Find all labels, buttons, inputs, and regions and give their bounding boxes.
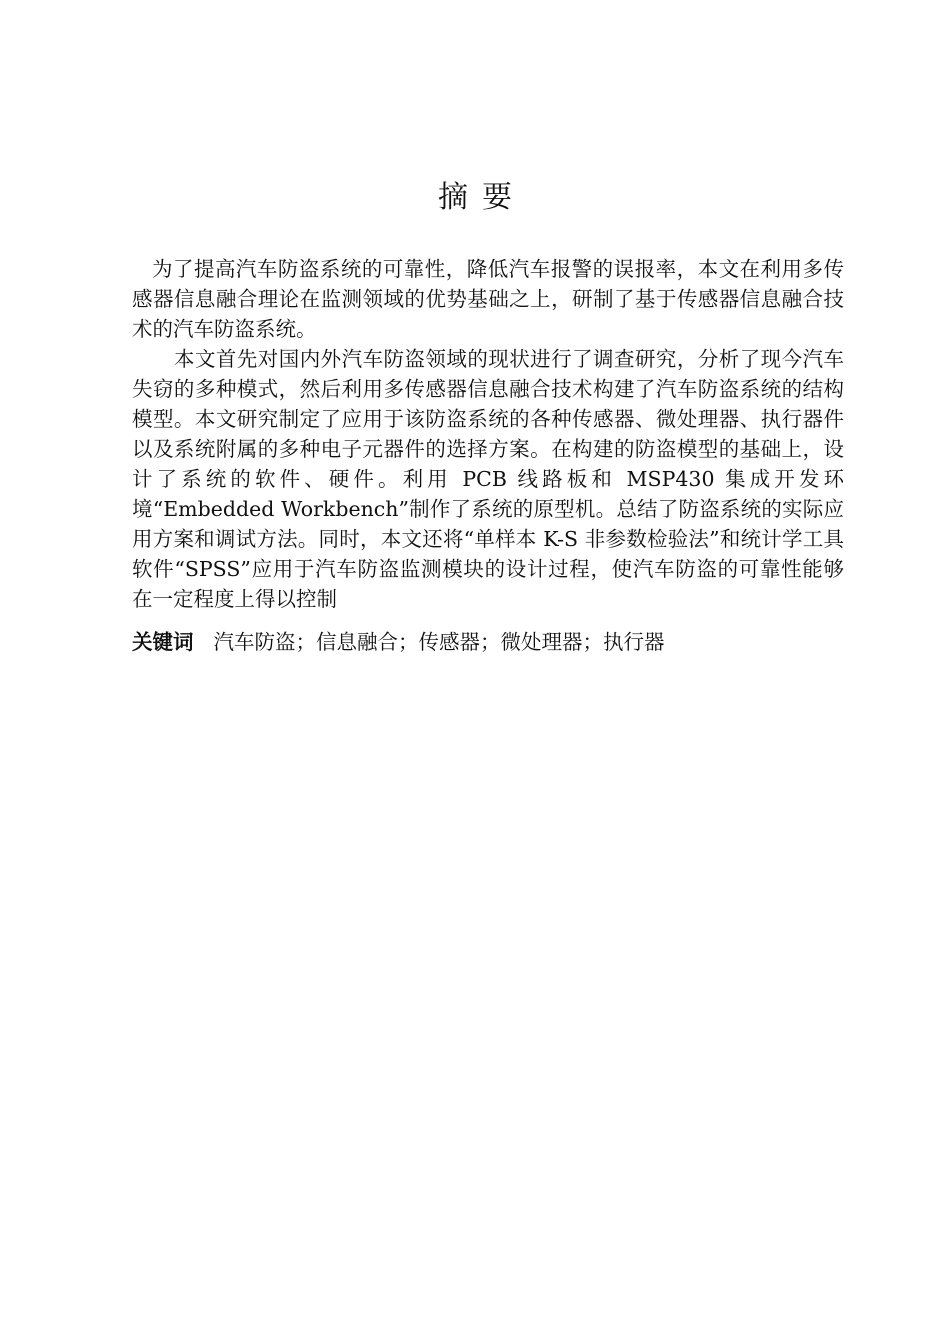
keywords-line bbox=[132, 627, 844, 657]
abstract-body bbox=[132, 254, 844, 614]
abstract-paragraph-2: 本文首先对国内外汽车防盗领域的现状进行了调查研究，分析了现今汽车失窃的多种模式，然后利用多传感器信息融合技术构建了汽车防盗系统的结构模型。本文研究制定了应用于该防盗系统的各种传感器、微处理器、执行器件以及系统附属的多种电子元器件的选择方案。在构建的防盗模型的基础上，设计了系统的软件、硬件。利用 PCB 线路板和 MSP430 集成开发环境“Embedded Workbench”制作了系统的原型机。总结了防盗系统的实际应用方案和调试方法。同时，本文还将“单样本 K-S 非参数检验法”和统计学工具软件“SPSS”应用于汽车防盗监测模块的设计过程，使汽车防盗的可靠性能够在一定程度上得以控制 bbox=[132, 347, 844, 611]
abstract-paragraph-1: 为了提高汽车防盗系统的可靠性，降低汽车报警的误报率，本文在利用多传感器信息融合理论在监测领域的优势基础之上，研制了基于传感器信息融合技术的汽车防盗系统。 bbox=[132, 257, 844, 341]
abstract-title: 摘要 bbox=[438, 180, 526, 215]
keywords-list: 汽车防盗；信息融合；传感器；微处理器；执行器 bbox=[213, 630, 665, 654]
keywords-label: 关键词 bbox=[132, 630, 194, 654]
